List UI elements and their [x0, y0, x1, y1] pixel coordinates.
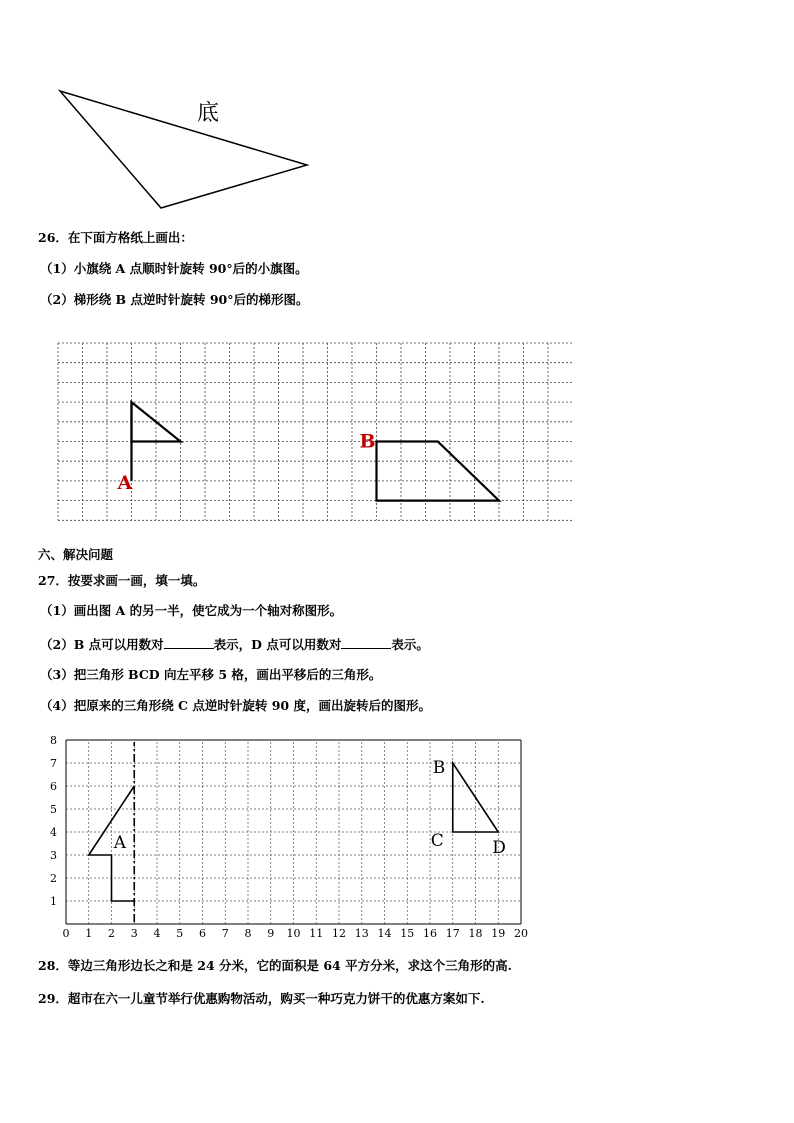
x-tick-label: 1 — [85, 927, 93, 940]
x-tick-label: 20 — [514, 927, 528, 940]
y-tick-label: 6 — [50, 780, 57, 793]
q27-coordinate-grid — [40, 728, 540, 943]
q27-item1: （1）画出图 A 的另一半，使它成为一个轴对称图形。 — [40, 603, 343, 618]
x-tick-label: 13 — [354, 927, 369, 940]
point-b-label: B — [432, 758, 446, 778]
y-tick-label: 4 — [50, 826, 57, 839]
point-a-label: A — [117, 471, 133, 494]
q27-item2-part1: （2）B 点可以用数对 — [40, 637, 164, 652]
trapezoid-shape — [377, 442, 500, 501]
q27-item3: （3）把三角形 BCD 向左平移 5 格，画出平移后的三角形。 — [40, 667, 382, 682]
y-tick-label: 7 — [50, 757, 57, 770]
answer-blank-b[interactable] — [164, 636, 214, 649]
x-tick-label: 9 — [267, 927, 275, 940]
x-tick-label: 3 — [130, 927, 138, 940]
base-label: 底 — [197, 101, 220, 126]
x-tick-label: 14 — [377, 927, 392, 940]
q26-item1: （1）小旗绕 A 点顺时针旋转 90°后的小旗图。 — [40, 261, 308, 276]
triangle-bcd — [453, 763, 499, 832]
q27-heading — [38, 573, 205, 589]
x-tick-label: 19 — [491, 927, 506, 940]
x-tick-label: 0 — [62, 927, 70, 940]
triangle-shape — [60, 91, 307, 208]
x-tick-label: 16 — [423, 927, 437, 940]
answer-blank-d[interactable] — [341, 636, 391, 649]
q26-grid-paper — [56, 341, 572, 523]
y-tick-label: 8 — [50, 734, 57, 747]
q26-number: 26． — [38, 230, 68, 245]
y-tick-label: 1 — [50, 895, 57, 908]
y-tick-label: 5 — [50, 803, 57, 816]
x-tick-label: 10 — [286, 927, 301, 940]
q27-item2-part2: 表示，D 点可以用数对 — [213, 637, 342, 652]
q28-text: 等边三角形边长之和是 24 分米，它的面积是 64 平方分米，求这个三角形的高. — [67, 958, 512, 973]
q27-item2 — [40, 636, 429, 653]
q26-title: 在下面方格纸上画出： — [67, 230, 193, 245]
x-tick-label: 2 — [108, 927, 115, 940]
x-tick-label: 6 — [199, 927, 206, 940]
q27-number: 27． — [38, 573, 68, 588]
q27-item4: （4）把原来的三角形绕 C 点逆时针旋转 90 度，画出旋转后的图形。 — [40, 698, 431, 713]
q27-title: 按要求画一画，填一填。 — [67, 573, 206, 588]
y-tick-label: 3 — [50, 849, 57, 862]
x-tick-label: 4 — [153, 927, 161, 940]
q27-item2-part3: 表示。 — [391, 637, 429, 652]
x-tick-label: 5 — [176, 927, 184, 940]
point-d-label: D — [492, 838, 506, 858]
x-tick-label: 11 — [309, 927, 324, 940]
point-b-label: B — [359, 430, 376, 453]
x-tick-label: 15 — [400, 927, 415, 940]
q28 — [38, 958, 512, 974]
top-triangle-figure — [55, 85, 315, 215]
q29-text: 超市在六一儿童节举行优惠购物活动，购买一种巧克力饼干的优惠方案如下. — [67, 991, 485, 1006]
x-tick-label: 17 — [445, 927, 460, 940]
q28-number: 28． — [38, 958, 68, 973]
x-tick-label: 12 — [332, 927, 346, 940]
q29-number: 29． — [38, 991, 68, 1006]
section6-title: 六、解决问题 — [38, 547, 114, 562]
x-tick-label: 8 — [244, 927, 252, 940]
q29 — [38, 991, 485, 1007]
y-tick-label: 2 — [50, 872, 57, 885]
x-tick-label: 18 — [468, 927, 483, 940]
point-c-label: C — [430, 831, 444, 851]
figure-a-label: A — [113, 833, 127, 854]
x-tick-label: 7 — [221, 927, 229, 940]
q26-heading — [38, 230, 193, 246]
q26-item2: （2）梯形绕 B 点逆时针旋转 90°后的梯形图。 — [40, 292, 309, 307]
